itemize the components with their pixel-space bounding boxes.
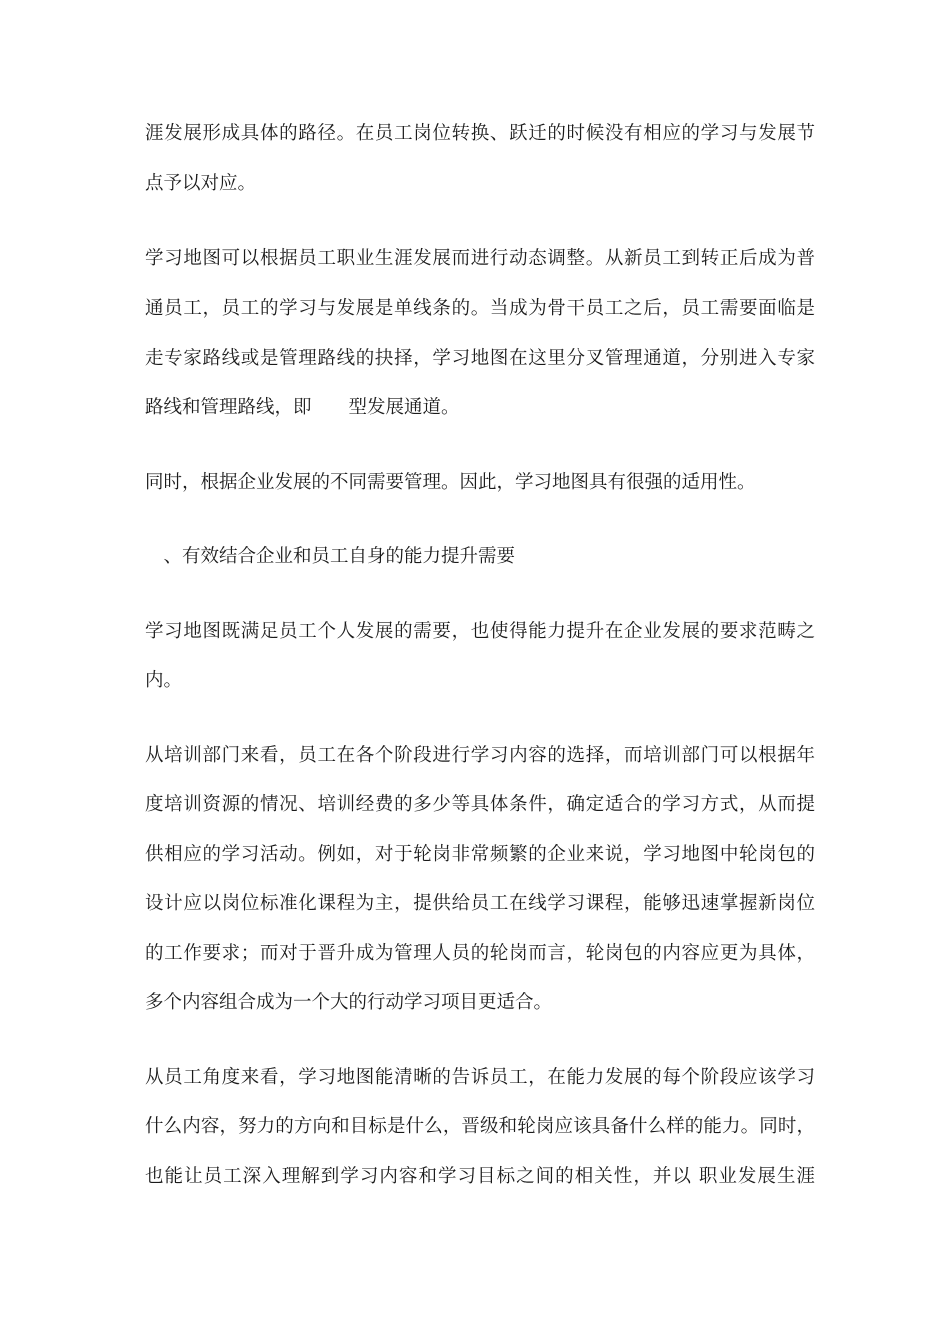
- paragraph-line: 学习地图可以根据员工职业生涯发展而进行动态调整。从新员工到转正后成为普: [145, 248, 815, 269]
- paragraph-line: 涯发展形成具体的路径。在员工岗位转换、跃迁的时候没有相应的学习与发展节: [145, 123, 815, 144]
- paragraph-line: 内。: [145, 670, 183, 691]
- paragraph-line: 从培训部门来看，员工在各个阶段进行学习内容的选择，而培训部门可以根据年: [145, 745, 815, 766]
- paragraph-line: 也能让员工深入理解到学习内容和学习目标之间的相关性，并以 职业发展生涯: [145, 1166, 815, 1187]
- paragraph-line: 路线和管理路线，即 型发展通道。: [145, 397, 460, 418]
- paragraph-line: 学习地图既满足员工个人发展的需要，也使得能力提升在企业发展的要求范畴之: [145, 621, 815, 642]
- paragraph-line: 什么内容，努力的方向和目标是什么，晋级和轮岗应该具备什么样的能力。同时，: [145, 1116, 815, 1137]
- paragraph-line: 度培训资源的情况、培训经费的多少等具体条件，确定适合的学习方式，从而提: [145, 794, 815, 815]
- section-heading: 、有效结合企业和员工自身的能力提升需要: [145, 546, 516, 567]
- paragraph-line: 同时，根据企业发展的不同需要管理。因此，学习地图具有很强的适用性。: [145, 472, 756, 493]
- paragraph-line: 点予以对应。: [145, 173, 257, 194]
- paragraph-line: 多个内容组合成为一个大的行动学习项目更适合。: [145, 992, 553, 1013]
- paragraph-line: 的工作要求；而对于晋升成为管理人员的轮岗而言，轮岗包的内容应更为具体，: [145, 943, 815, 964]
- paragraph-line: 设计应以岗位标准化课程为主，提供给员工在线学习课程，能够迅速掌握新岗位: [145, 893, 815, 914]
- paragraph-line: 走专家路线或是管理路线的抉择，学习地图在这里分叉管理通道，分别进入专家: [145, 348, 815, 369]
- paragraph-line: 从员工角度来看，学习地图能清晰的告诉员工，在能力发展的每个阶段应该学习: [145, 1067, 815, 1088]
- paragraph-line: 通员工，员工的学习与发展是单线条的。当成为骨干员工之后，员工需要面临是: [145, 298, 815, 319]
- paragraph-line: 供相应的学习活动。例如，对于轮岗非常频繁的企业来说，学习地图中轮岗包的: [145, 844, 815, 865]
